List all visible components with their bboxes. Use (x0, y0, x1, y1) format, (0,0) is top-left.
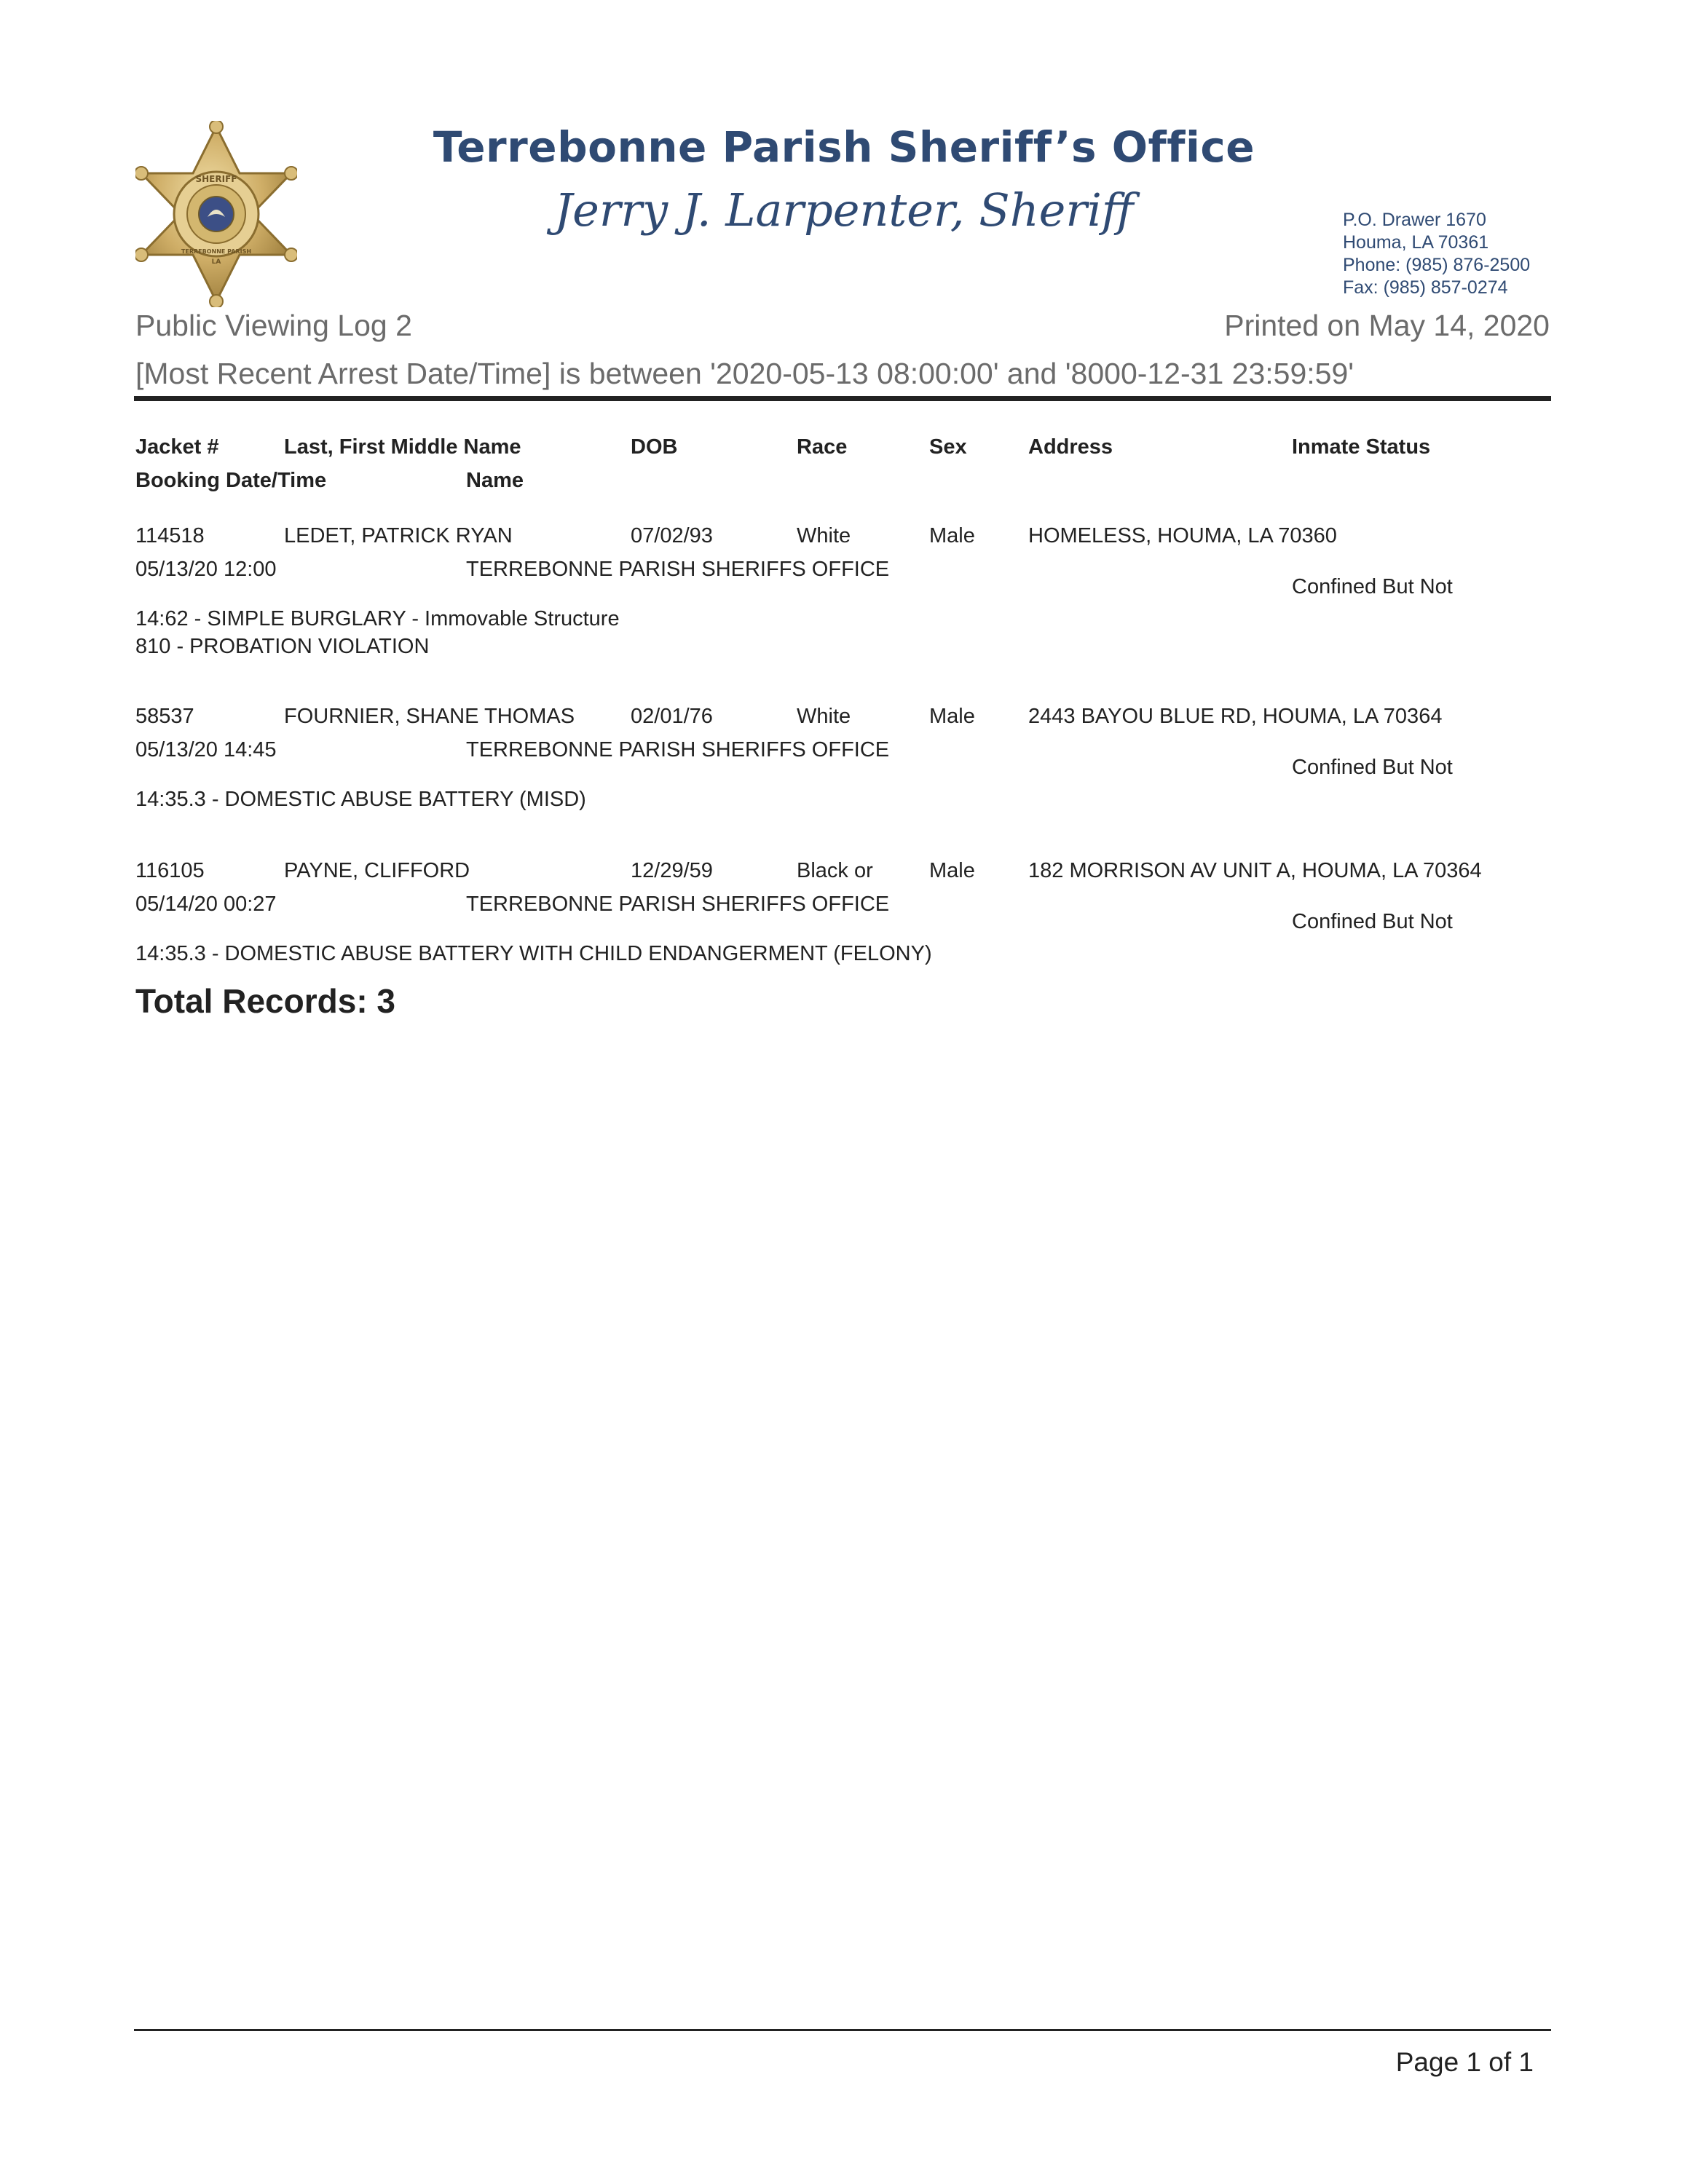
record-dob: 12/29/59 (631, 859, 713, 882)
record-address: 2443 BAYOU BLUE RD, HOUMA, LA 70364 (1028, 705, 1443, 728)
record-name: PAYNE, CLIFFORD (284, 859, 470, 882)
header-divider (134, 396, 1551, 401)
record-booking: 05/13/20 14:45 (135, 738, 277, 761)
column-header-sex: Sex (929, 435, 967, 459)
sheriff-name: Jerry J. Larpenter, Sheriff (554, 183, 1134, 237)
record-race: Black or (797, 859, 873, 882)
record-booking: 05/13/20 12:00 (135, 558, 277, 581)
record-dob: 02/01/76 (631, 705, 713, 728)
column-header-name: Last, First Middle Name (284, 435, 521, 459)
record-race: White (797, 524, 851, 547)
column-header-booking: Booking Date/Time (135, 469, 327, 492)
record-status: Confined But Not (1292, 575, 1453, 598)
record-agency: TERREBONNE PARISH SHERIFFS OFFICE (466, 738, 890, 761)
record-status: Confined But Not (1292, 756, 1453, 779)
contact-phone: Phone: (985) 876-2500 (1343, 255, 1531, 275)
record-booking: 05/14/20 00:27 (135, 893, 277, 916)
page-number: Page 1 of 1 (1395, 2047, 1534, 2077)
column-header-race: Race (797, 435, 848, 459)
report-criteria: [Most Recent Arrest Date/Time] is between '2020-05-13 08:00:00' and '8000-12-31 23:59:59' (135, 357, 1354, 390)
record-jacket: 114518 (135, 524, 205, 547)
contact-fax: Fax: (985) 857-0274 (1343, 277, 1508, 298)
record-jacket: 116105 (135, 859, 205, 882)
svg-text:LA: LA (211, 258, 221, 266)
printed-date: Printed on May 14, 2020 (1224, 309, 1550, 342)
record-charge: 14:35.3 - DOMESTIC ABUSE BATTERY WITH CHILD ENDANGERMENT (FELONY) (135, 942, 932, 965)
record-sex: Male (929, 859, 975, 882)
record-jacket: 58537 (135, 705, 194, 728)
total-records: Total Records: 3 (135, 982, 395, 1020)
record-race: White (797, 705, 851, 728)
column-header-agency: Name (466, 469, 524, 492)
record-name: LEDET, PATRICK RYAN (284, 524, 513, 547)
record-charge: 810 - PROBATION VIOLATION (135, 635, 430, 658)
record-address: HOMELESS, HOUMA, LA 70360 (1028, 524, 1337, 547)
record-address: 182 MORRISON AV UNIT A, HOUMA, LA 70364 (1028, 859, 1482, 882)
contact-address-line2: Houma, LA 70361 (1343, 232, 1489, 253)
column-header-dob: DOB (631, 435, 678, 459)
contact-address-line1: P.O. Drawer 1670 (1343, 210, 1486, 230)
record-charge: 14:62 - SIMPLE BURGLARY - Immovable Structure (135, 607, 620, 630)
office-name: Terrebonne Parish Sheriff’s Office (433, 122, 1255, 172)
report-title: Public Viewing Log 2 (135, 309, 412, 342)
record-agency: TERREBONNE PARISH SHERIFFS OFFICE (466, 893, 890, 916)
record-sex: Male (929, 705, 975, 728)
svg-text:SHERIFF: SHERIFF (195, 174, 237, 184)
record-sex: Male (929, 524, 975, 547)
record-agency: TERREBONNE PARISH SHERIFFS OFFICE (466, 558, 890, 581)
footer-divider (134, 2029, 1551, 2031)
record-charge: 14:35.3 - DOMESTIC ABUSE BATTERY (MISD) (135, 788, 586, 811)
column-header-address: Address (1028, 435, 1113, 459)
svg-text:TERREBONNE PARISH: TERREBONNE PARISH (181, 248, 252, 255)
record-name: FOURNIER, SHANE THOMAS (284, 705, 575, 728)
record-status: Confined But Not (1292, 910, 1453, 933)
column-header-status: Inmate Status (1292, 435, 1431, 459)
record-dob: 07/02/93 (631, 524, 713, 547)
column-header-jacket: Jacket # (135, 435, 219, 459)
